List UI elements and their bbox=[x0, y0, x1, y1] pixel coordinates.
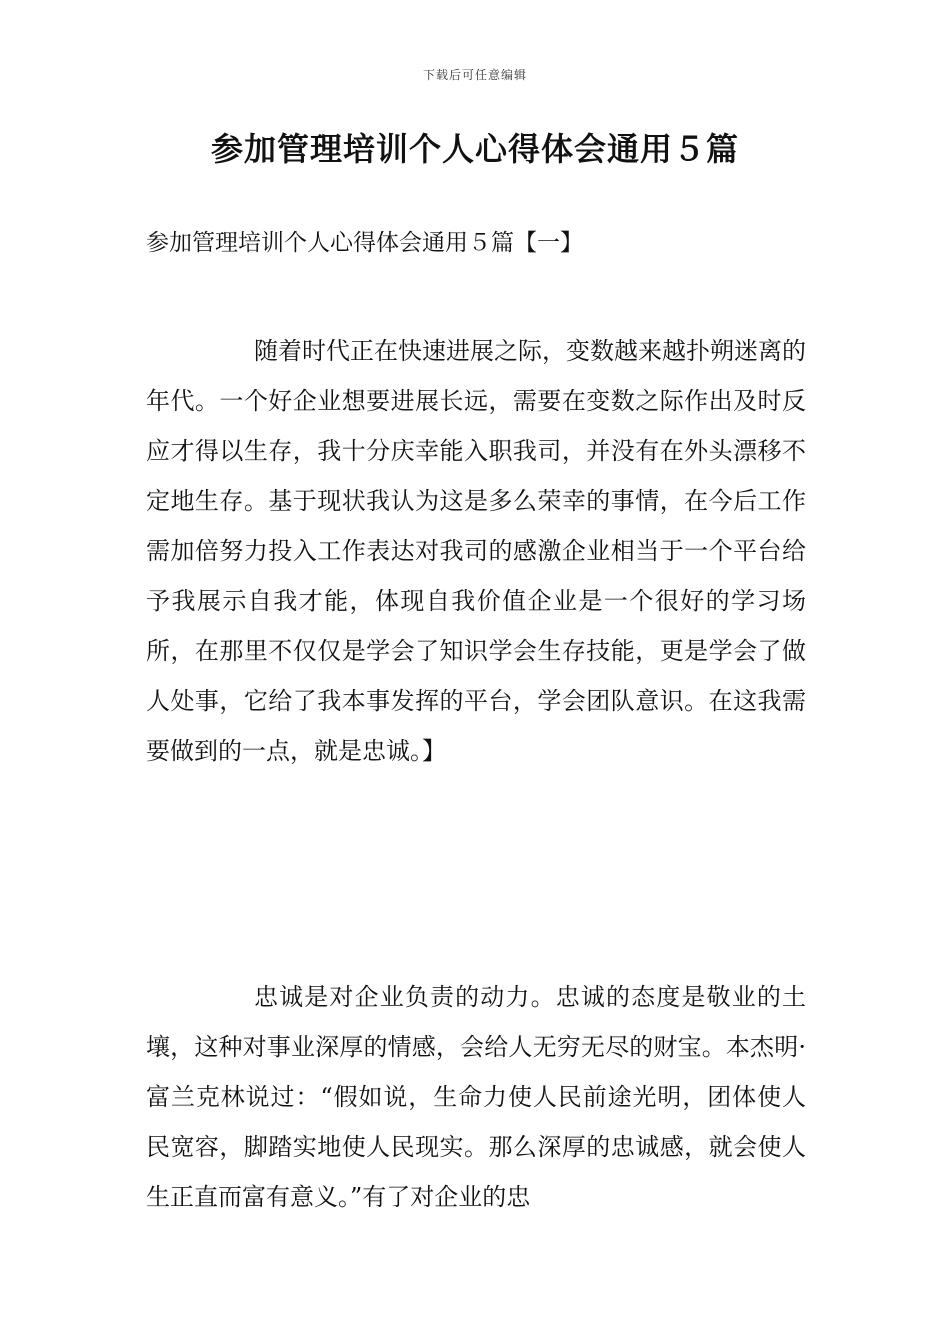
document-title: 参加管理培训个人心得体会通用５篇 bbox=[210, 130, 739, 168]
body-paragraph: 随着时代正在快速进展之际，变数越来越扑朔迷离的年代。一个好企业想要进展长远，需要在变数之际作出及时反应才得以生存，我十分庆幸能入职我司，并没有在外头漂移不定地生存。基于现状我认为这是多么荣幸的事情，在今后工作需加倍努力投入工作表达对我司的感激企业相当于一个平台给予我展示自我才能，体现自我价值企业是一个很好的学习场所，在那里不仅仅是学会了知识学会生存技能，更是学会了做人处事，它给了我本事发挥的平台，学会团队意识。在这我需要做到的一点，就是忠诚。】 bbox=[146, 337, 806, 765]
section-heading: 参加管理培训个人心得体会通用５篇【一】 bbox=[146, 230, 583, 256]
header-note: 下载后可任意编辑 bbox=[422, 68, 527, 82]
body-paragraph: 忠诚是对企业负责的动力。忠诚的态度是敬业的土壤，这种对事业深厚的情感，会给人无穷无尽的财宝。本杰明·富兰克林说过：“假如说，生命力使人民前途光明，团体使人民宽容，脚踏实地使人民现实。那么深厚的忠诚感，就会使人生正直而富有意义。”有了对企业的忠 bbox=[146, 983, 806, 1211]
